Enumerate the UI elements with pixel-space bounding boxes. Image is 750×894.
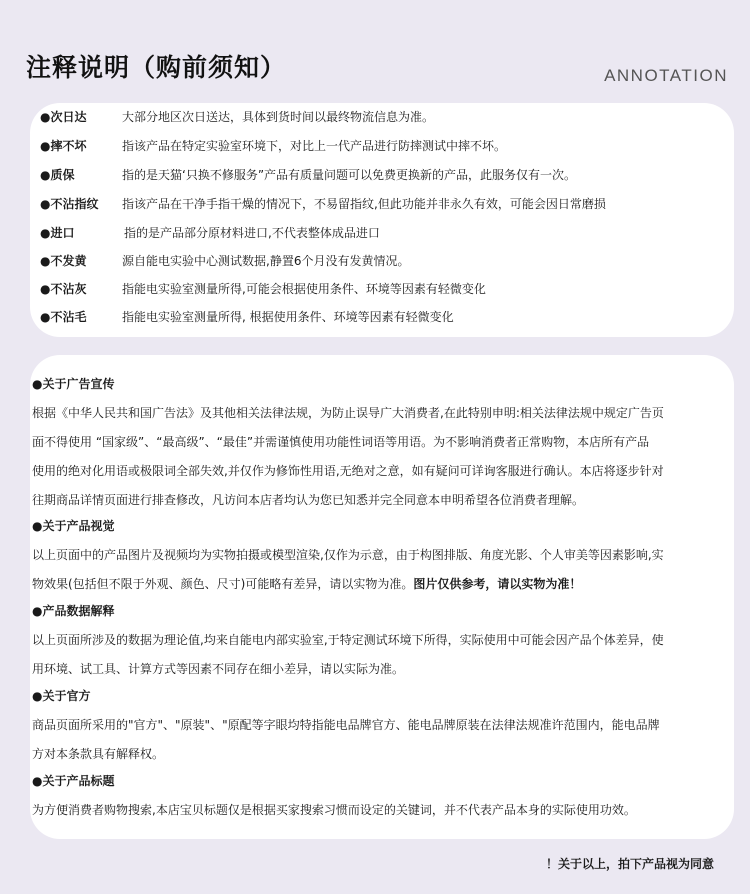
- paragraph-line: 面不得使用 “国家级”、“最高级”、“最佳”并需谨慎使用功能性词语等用语。为不影响消费者正常购物，本店所有产品: [32, 435, 650, 449]
- term-desc: 源自能电实验中心测试数据,静置6个月没有发黄情况。: [122, 254, 410, 268]
- term-label: ●不沾毛: [40, 310, 87, 324]
- term-label: ●不发黄: [40, 254, 87, 268]
- paragraph-line: 用环境、试工具、计算方式等因素不同存在细小差异，请以实际为准。: [32, 662, 405, 676]
- footer-note: ！关于以上，拍下产品视为同意: [545, 857, 714, 871]
- section-body-visual: [32, 541, 722, 599]
- term-desc: 指该产品在干净手指干燥的情况下，不易留指纹,但此功能并非永久有效，可能会因日常磨损: [122, 197, 606, 211]
- terms-card: [30, 103, 734, 337]
- paragraph-line: [32, 570, 722, 599]
- header: [0, 0, 750, 100]
- term-label: ●质保: [40, 168, 75, 182]
- paragraph-line: 使用的绝对化用语或极限词全部失效,并仅作为修饰性用语,无绝对之意，如有疑问可详询客服进行确认。本店将逐步针对: [32, 464, 664, 478]
- section-title-product-title: ●关于产品标题: [32, 774, 115, 788]
- term-label: ●不沾灰: [40, 282, 87, 296]
- section-body-advertising: [32, 399, 722, 515]
- paragraph-text: 物效果(包括但不限于外观、颜色、尺寸)可能略有差异，请以实物为准。: [32, 577, 414, 591]
- page-title: 注释说明（购前须知）: [26, 53, 287, 82]
- emphasis-text: 图片仅供参考，请以实物为准！: [413, 577, 582, 591]
- annotation-subtitle: ANNOTATION: [604, 66, 728, 85]
- term-label: ●次日达: [40, 110, 87, 124]
- paragraph-line: 方对本条款具有解释权。: [32, 747, 165, 761]
- term-desc: 指的是产品部分原材料进口,不代表整体成品进口: [124, 226, 380, 240]
- term-label: ●进口: [40, 226, 75, 240]
- term-label: ●不沾指纹: [40, 197, 99, 211]
- paragraph-line: 商品页面所采用的"官方"、"原装"、"原配等字眼均特指能电品牌官方、能电品牌原装在法律法规准许范围内，能电品牌: [32, 718, 660, 732]
- paragraph-line: 为方便消费者购物搜索,本店宝贝标题仅是根据买家搜索习惯而设定的关键词，并不代表产品本身的实际使用功效。: [32, 803, 636, 817]
- term-desc: 指能电实验室测量所得, 根据使用条件、环境等因素有轻微变化: [122, 310, 454, 324]
- term-desc: 大部分地区次日送达，具体到货时间以最终物流信息为准。: [122, 110, 435, 124]
- section-title-advertising: ●关于广告宣传: [32, 377, 115, 391]
- term-desc: 指的是天猫‘只换不修服务”产品有质量问题可以免费更换新的产品，此服务仅有一次。: [122, 168, 577, 182]
- paragraph-line: 以上页面所涉及的数据为理论值,均来自能电内部实验室,于特定测试环境下所得，实际使用中可能会因产品个体差异，使: [32, 633, 664, 647]
- paragraph-line: 往期商品详情页面进行排查修改，凡访问本店者均认为您已知悉并完全同意本申明希望各位消费者理解。: [32, 493, 585, 507]
- section-title-official: ●关于官方: [32, 689, 91, 703]
- paragraph-line: 以上页面中的产品图片及视频均为实物拍摄或模型渲染,仅作为示意，由于构图排版、角度光影、个人审美等因素影响,实: [32, 548, 664, 562]
- disclaimer-card: [30, 355, 734, 839]
- paragraph-line: 根据《中华人民共和国广告法》及其他相关法律法规，为防止误导广大消费者,在此特别申明:相关法律法规中规定广告页: [32, 406, 664, 420]
- term-desc: 指能电实验室测量所得,可能会根据使用条件、环境等因素有轻微变化: [122, 282, 486, 296]
- term-label: ●摔不坏: [40, 139, 87, 153]
- section-title-data: ●产品数据解释: [32, 604, 115, 618]
- term-desc: 指该产品在特定实验室环境下，对比上一代产品进行防摔测试中摔不坏。: [122, 139, 507, 153]
- section-body-product-title: [32, 796, 722, 825]
- section-body-official: [32, 711, 722, 769]
- section-title-visual: ●关于产品视觉: [32, 519, 115, 533]
- section-body-data: [32, 626, 722, 684]
